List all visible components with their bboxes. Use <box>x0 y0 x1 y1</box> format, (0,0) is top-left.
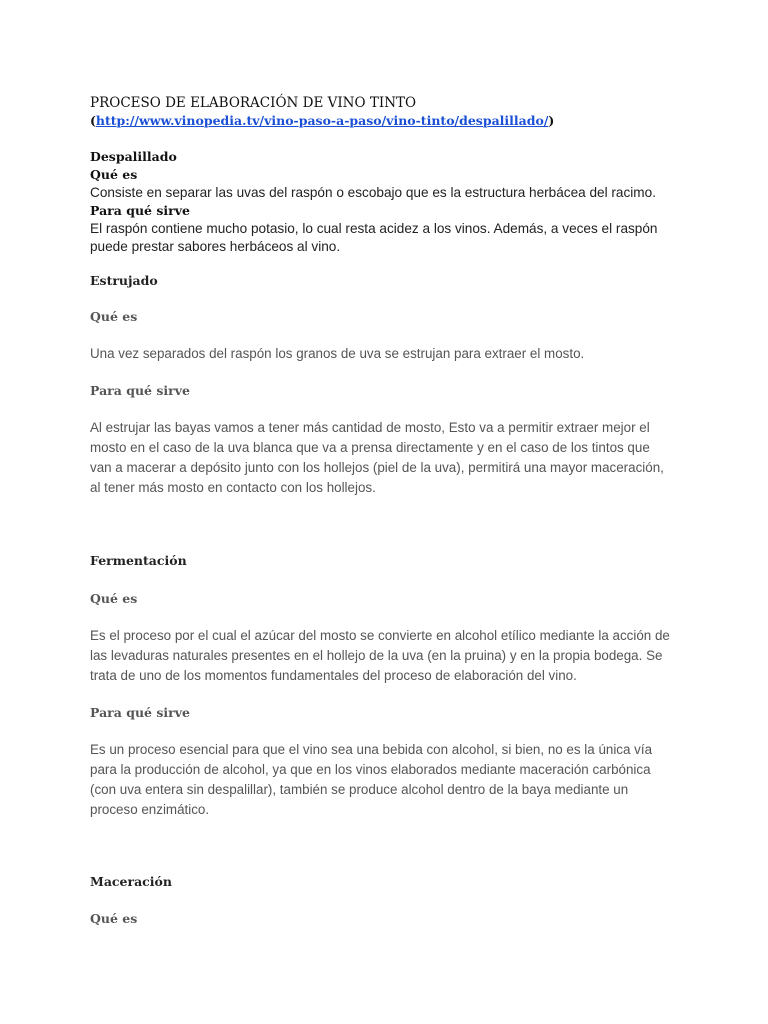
que-es-text-fermentacion: Es el proceso por el cual el azúcar del mosto se convierte en alcohol etílico mediante la acción de las levaduras naturales presentes en el hollejo de la uva (en la pruina) y en la propia bodega. Se trata de uno de los momentos fundamentales del proceso de elaboración del vino. <box>90 628 670 683</box>
que-es-label-despalillado: Qué es <box>90 167 138 182</box>
para-que-label-despalillado: Para qué sirve <box>90 203 190 218</box>
source-open-paren: ( <box>90 113 96 128</box>
que-es-text-estrujado: Una vez separados del raspón los granos de uva se estrujan para extraer el mosto. <box>90 346 585 361</box>
para-que-label-estrujado: Para qué sirve <box>90 383 190 398</box>
que-es-label-maceracion: Qué es <box>90 911 138 926</box>
section-heading-fermentacion: Fermentación <box>90 553 187 568</box>
para-que-label-fermentacion: Para qué sirve <box>90 705 190 720</box>
section-heading-maceracion: Maceración <box>90 874 172 889</box>
para-que-text-despalillado: El raspón contiene mucho potasio, lo cual resta acidez a los vinos. Además, a veces el raspón puede prestar sabores herbáceos al vino. <box>90 221 658 254</box>
que-es-label-estrujado: Qué es <box>90 309 138 324</box>
document-title: PROCESO DE ELABORACIÓN DE VINO TINTO <box>90 95 417 111</box>
section-heading-estrujado: Estrujado <box>90 273 158 288</box>
section-despalillado <box>90 148 690 256</box>
para-que-text-fermentacion: Es un proceso esencial para que el vino sea una bebida con alcohol, si bien, no es la única vía para la producción de alcohol, ya que en los vinos elaborados mediante maceración carbónica (con uva entera sin despalillar), también se produce alcohol dentro de la baya mediante un proceso enzimático. <box>90 742 653 817</box>
source-line <box>90 112 690 130</box>
source-link[interactable]: http://www.vinopedia.tv/vino-paso-a-paso/vino-tinto/despalillado/ <box>95 113 549 128</box>
que-es-label-fermentacion: Qué es <box>90 591 138 606</box>
para-que-text-estrujado: Al estrujar las bayas vamos a tener más cantidad de mosto, Esto va a permitir extraer mejor el mosto en el caso de la uva blanca que va a prensa directamente y en el caso de los tintos que van a macerar a depósito junto con los hollejos (piel de la uva), permitirá una mayor maceración, al tener más mosto en contacto con los hollejos. <box>90 420 664 495</box>
source-close-paren: ) <box>548 113 555 128</box>
que-es-text-despalillado: Consiste en separar las uvas del raspón o escobajo que es la estructura herbácea del racimo. <box>90 185 656 200</box>
section-heading-despalillado: Despalillado <box>90 149 177 164</box>
